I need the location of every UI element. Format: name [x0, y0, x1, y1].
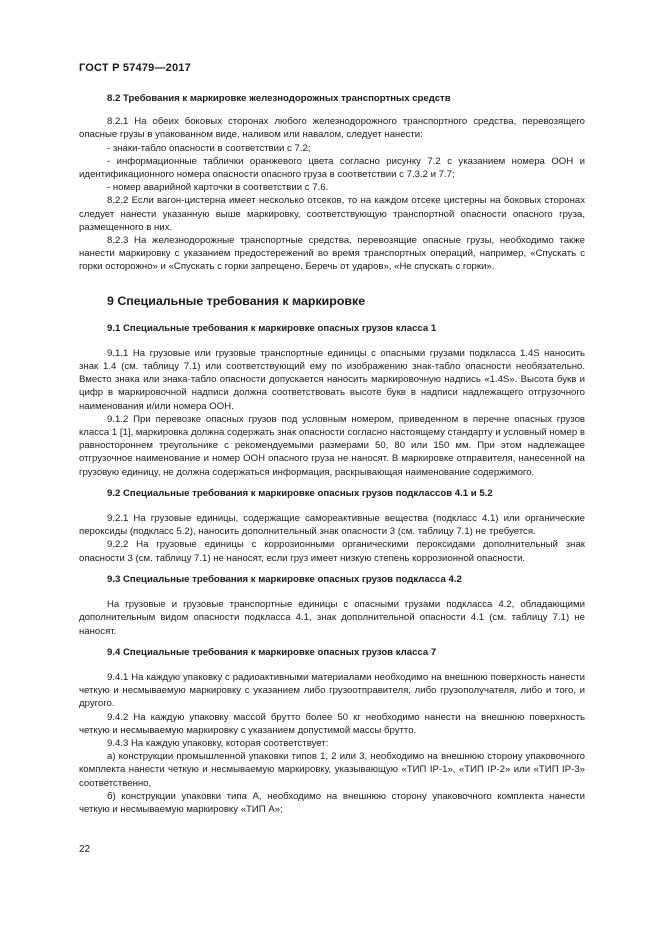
list-item-dash-2: - информационные таблички оранжевого цвета согласно рисунку 7.2 с указанием номера ООН и идентификационного номера опасности опасного груза в соответствии с 7.3.2 и 7.7;: [79, 155, 585, 181]
paragraph-9-4-2: 9.4.2 На каждую упаковку массой брутто более 50 кг необходимо нанести на внешнюю поверхность четкую и несмываемую маркировку с указанием допустимой массы брутто.: [79, 711, 585, 736]
list-item-dash-3: - номер аварийной карточки в соответствии с 7.6.: [107, 182, 329, 194]
paragraph-9-1-1: 9.1.1 На грузовые или грузовые транспортные единицы с опасными грузами подкласса 1.4S наносить знак 1.4 (см. таблицу 7.1) или соответствующий ему по изображению знак-табло опасности необязательно. Вместо знака или знака-табло опасности допускается наносить маркировочную надпись «1.4S». Высота букв и цифр в маркировочной надписи должна соответствовать высоте букв в надписи надлежащего отгрузочного наименования и/или номера ООН.: [79, 347, 585, 412]
section-9-2-heading: 9.2 Специальные требования к маркировке опасных грузов подклассов 4.1 и 5.2: [107, 487, 493, 499]
paragraph-9-4-1: 9.4.1 На каждую упаковку с радиоактивными материалами необходимо на внешнюю поверхность нанести четкую и несмываемую маркировку с указанием либо грузоотправителя, либо грузополучателя, либо и того, и другого.: [79, 671, 585, 710]
paragraph-9-2-2: 9.2.2 На грузовые единицы с коррозионными органическими пероксидами дополнительный знак опасности 3 (см. таблицу 7.1) не наносят, если груз имеет низкую степень коррозионной опасности.: [79, 539, 585, 564]
list-item-b: б) конструкции упаковки типа А, необходимо на внешнюю сторону упаковочного комплекта нанести четкую и несмываемую маркировку «ТИП А»;: [79, 790, 585, 815]
paragraph-9-4-3: 9.4.3 На каждую упаковку, которая соответствует:: [107, 737, 329, 749]
list-item-a: а) конструкции промышленной упаковки типов 1, 2 или 3, необходимо на внешнюю сторону упаковочного комплекта нанести четкую и несмываемую маркировку, указывающую «ТИП IP-1», «ТИП IP-2» или «ТИП IP-3» соответственно,: [79, 751, 585, 789]
section-9-4-heading: 9.4 Специальные требования к маркировке опасных грузов класса 7: [107, 646, 437, 658]
paragraph-9-1-2: 9.1.2 При перевозке опасных грузов под условным номером, приведенном в перечне опасных грузов класса 1 [1], маркировка должна содержать знак опасности согласно настоящему стандарту и условный номер в равностороннем треугольнике с рекомендуемыми размерами 50, 80 или 150 мм. При этом надлежащее отгрузочное наименование и номер ООН опасного груза не наносят. В маркировке отправителя, нанесенной на грузовую единицу, не должна содержаться информация, раскрывающая наименование содержимого.: [79, 413, 585, 478]
section-9-3-heading: 9.3 Специальные требования к маркировке опасных грузов подкласса 4.2: [107, 573, 462, 585]
paragraph-9-2-1: 9.2.1 На грузовые единицы, содержащие самореактивные вещества (подкласс 4.1) или органические пероксиды (подкласс 5.2), наносить дополнительный знак опасности 3 (см. таблицу 7.1) не требуется.: [79, 513, 585, 538]
section-9-1-heading: 9.1 Специальные требования к маркировке опасных грузов класса 1: [107, 322, 437, 334]
list-item-dash-1: - знаки-табло опасности в соответствии с 7.2;: [107, 142, 311, 154]
page-number: 22: [79, 844, 91, 855]
paragraph-8-2-1: 8.2.1 На обеих боковых сторонах любого железнодорожного транспортного средства, перевозящего опасные грузы в упакованном виде, наливом или навалом, следует нанести:: [79, 116, 585, 141]
paragraph-9-3: На грузовые и грузовые транспортные единицы с опасными грузами подкласса 4.2, обладающими дополнительным видом опасности подкласса 4.1, знак дополнительной опасности 4.1 (см. таблицу 7.1) не наносят.: [79, 599, 585, 637]
section-9-heading: 9 Специальные требования к маркировке: [107, 293, 366, 308]
paragraph-8-2-3: 8.2.3 На железнодорожные транспортные средства, перевозящие опасные грузы, необходимо также нанести маркировку с указанием предостережений во время транспортных операций, например, «Спускать с горки осторожно» и «Спускать с горки запрещено. Беречь от ударов», «Не спускать с горки».: [79, 235, 585, 273]
document-header: ГОСТ Р 57479—2017: [79, 62, 191, 74]
section-8-2-heading: 8.2 Требования к маркировке железнодорожных транспортных средств: [107, 93, 451, 104]
paragraph-8-2-2: 8.2.2 Если вагон-цистерна имеет несколько отсеков, то на каждом отсеке цистерны на боковых сторонах следует нанести указанную выше маркировку, соответствующую транспортной опасности опасного груза, размещенного в них.: [79, 195, 585, 233]
document-body: [79, 92, 585, 816]
